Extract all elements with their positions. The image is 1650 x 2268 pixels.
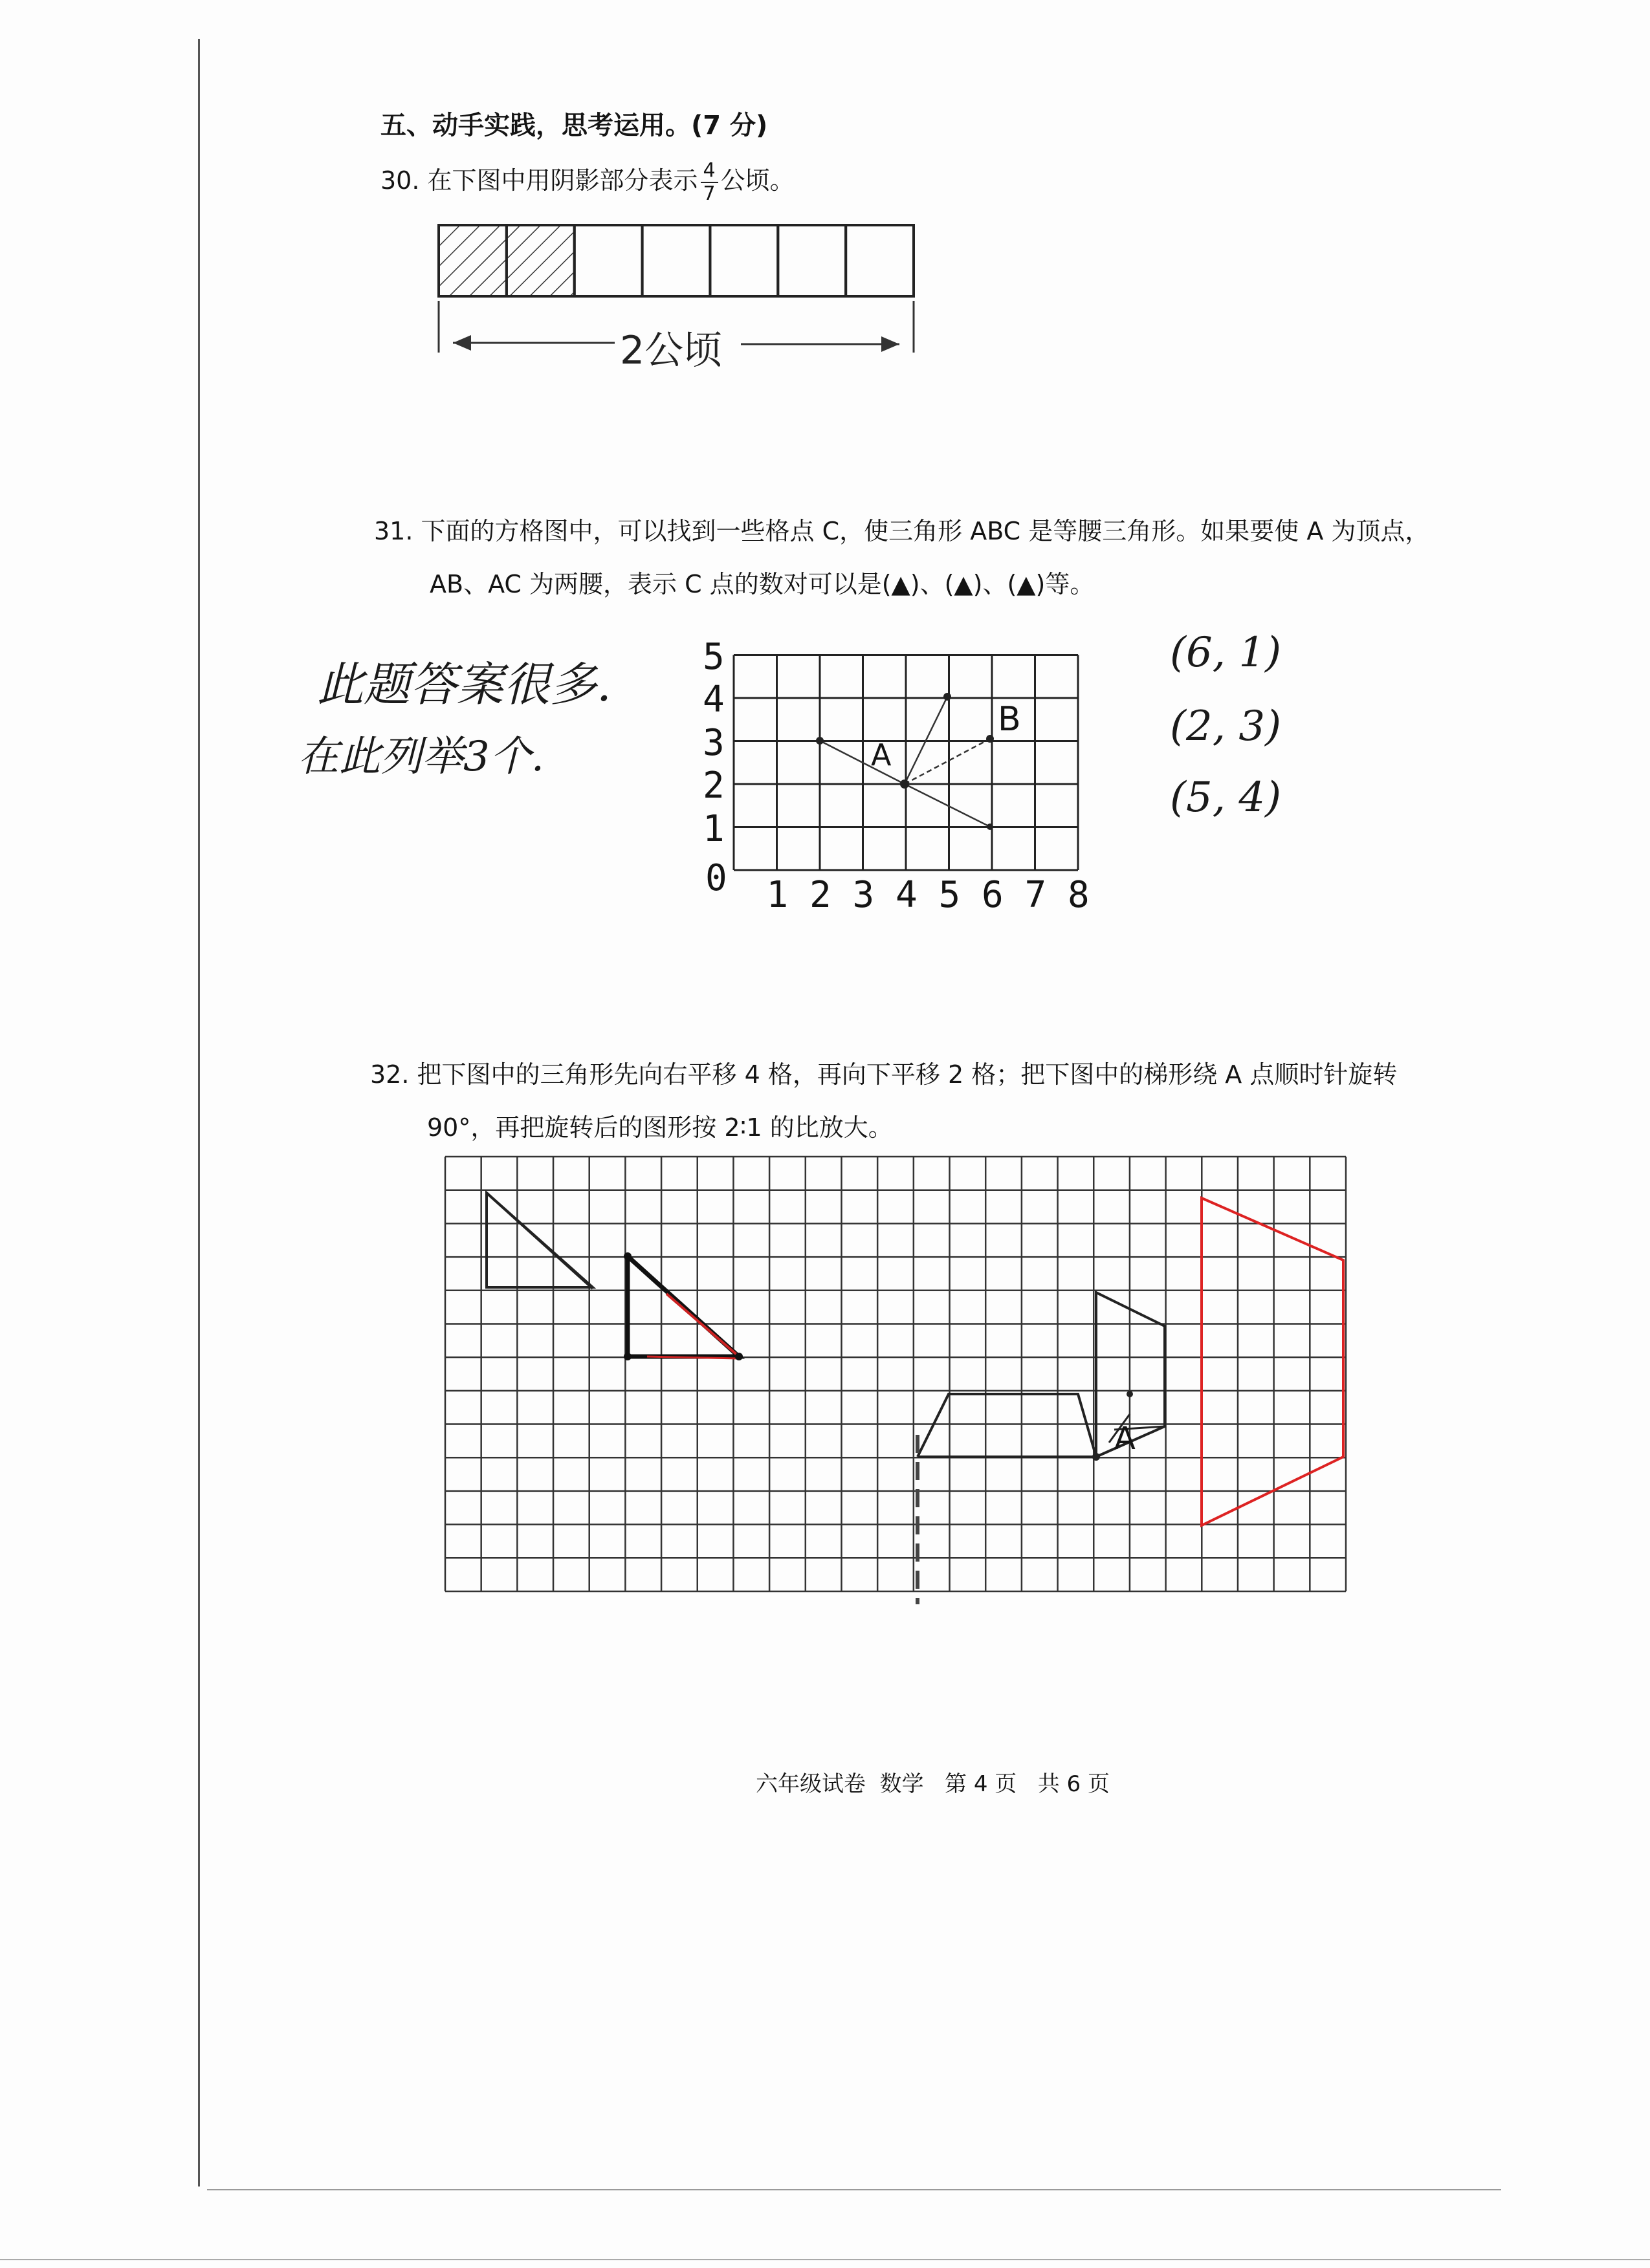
q31-y-tick: 4 bbox=[703, 679, 725, 721]
q31-handwritten-note-1: 此题答案很多. bbox=[317, 657, 611, 712]
q32-grid-lines bbox=[445, 1157, 1346, 1591]
q32-enlarged-trapezoid bbox=[1202, 1198, 1343, 1525]
q32-line1-text: 把下图中的三角形先向右平移 4 格，再向下平移 2 格；把下图中的梯形绕 A 点顺时针旋转 bbox=[417, 1060, 1398, 1089]
q31-x-tick: 1 bbox=[766, 874, 789, 916]
q31-x-tick: 0 bbox=[705, 857, 727, 899]
q30-text-after: 公顷。 bbox=[720, 166, 795, 195]
q31-y-tick: 2 bbox=[703, 765, 725, 807]
q32-original-triangle-hyp bbox=[487, 1193, 593, 1289]
section-heading: 五、动手实践，思考运用。(7 分) bbox=[380, 111, 768, 140]
q32-trapezoid bbox=[918, 1394, 1096, 1457]
q31-label-a: A bbox=[871, 737, 892, 772]
bottom-cut-line bbox=[207, 2189, 1501, 2190]
q31-x-tick: 5 bbox=[938, 874, 961, 916]
q31-y-tick: 3 bbox=[703, 721, 725, 764]
bottom-edge-line bbox=[0, 2259, 1650, 2260]
q32-point-a bbox=[1092, 1453, 1100, 1461]
q31-answer-1: (6, 1) bbox=[1170, 629, 1282, 677]
q32-number: 32. bbox=[370, 1060, 410, 1089]
q32-translated-vertex-3 bbox=[735, 1353, 743, 1360]
q31-x-tick: 7 bbox=[1024, 874, 1047, 916]
q30-fraction-numerator: 4 bbox=[701, 161, 718, 183]
q31-handwritten-note-2: 在此列举3个. bbox=[298, 733, 545, 781]
q30-number: 30. bbox=[380, 166, 420, 195]
q31-x-tick: 6 bbox=[982, 874, 1004, 916]
q31-y-tick: 5 bbox=[703, 635, 725, 678]
q31-y-tick: 1 bbox=[703, 807, 725, 850]
q32-translated-triangle-red bbox=[666, 1294, 739, 1357]
q31-line1-text: 下面的方格图中，可以找到一些格点 C，使三角形 ABC 是等腰三角形。如果要使 A 为顶点， bbox=[421, 517, 1430, 545]
q32-translated-vertex-2 bbox=[624, 1353, 632, 1360]
q32-point-small bbox=[1127, 1391, 1133, 1397]
q32-line2: 90°，再把旋转后的图形按 2∶1 的比放大。 bbox=[427, 1113, 893, 1142]
q31-line2: AB、AC 为两腰，表示 C 点的数对可以是(▲)、(▲)、(▲)等。 bbox=[430, 570, 1095, 598]
q31-x-tick: 8 bbox=[1068, 874, 1090, 916]
q30-text-before: 在下图中用阴影部分表示 bbox=[427, 166, 698, 195]
footer-page-info: 六年级试卷 数学 第 4 页 共 6 页 bbox=[756, 1771, 1110, 1797]
q31-x-tick: 2 bbox=[809, 874, 831, 916]
q31-number: 31. bbox=[374, 517, 413, 545]
q30-fraction-denominator: 7 bbox=[703, 182, 716, 205]
q31-answer-2: (2, 3) bbox=[1170, 703, 1282, 750]
q30-bar-label: 2公顷 bbox=[620, 328, 723, 373]
q31-x-tick: 4 bbox=[896, 874, 918, 916]
q31-answer-3: (5, 4) bbox=[1170, 774, 1282, 822]
q31-label-b: B bbox=[998, 700, 1021, 739]
q31-x-tick: 3 bbox=[852, 874, 875, 916]
q32-translated-vertex-1 bbox=[624, 1252, 632, 1260]
q32-label-a: A bbox=[1114, 1421, 1136, 1457]
